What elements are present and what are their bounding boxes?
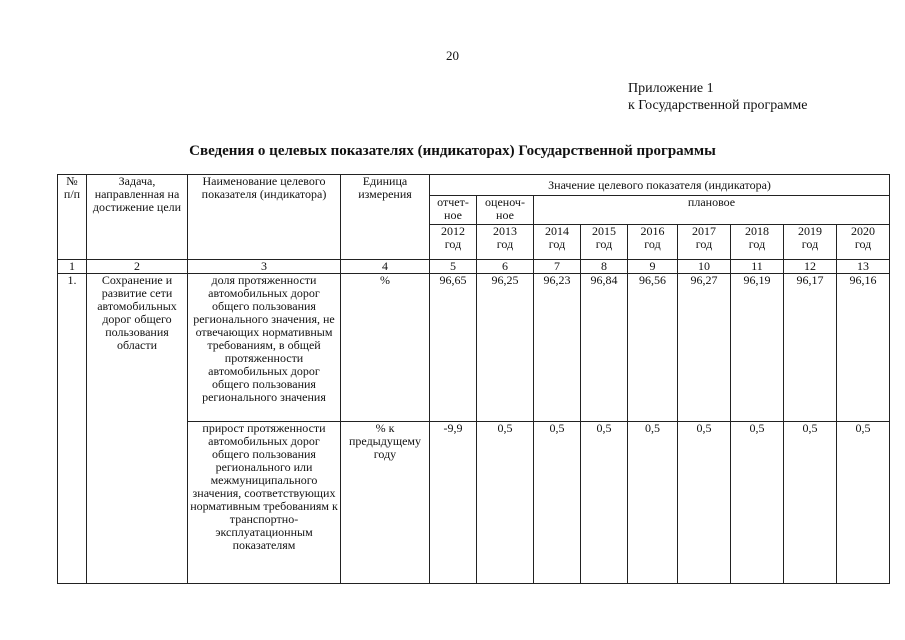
value-cell: 0,5 <box>477 422 534 584</box>
report-year: 2012 <box>441 224 465 238</box>
header-year-2017 <box>678 225 731 260</box>
year-label: 2018 <box>745 224 769 238</box>
value-cell: 0,5 <box>837 422 890 584</box>
value-cell: 96,56 <box>628 274 678 422</box>
appendix-line-1: Приложение 1 <box>628 81 714 96</box>
indicator-name-cell: доля протяженности автомобильных дорог общего пользования регионального значения, не отвечающих нормативным требованиям, в общей протяженности автомобильных дорог общего пользования регионального значения <box>188 274 341 422</box>
year-label: 2017 <box>692 224 716 238</box>
column-number: 8 <box>581 260 628 274</box>
header-task: Задача, направленная на достижение цели <box>87 175 188 260</box>
year-label: 2014 <box>545 224 569 238</box>
value-cell: -9,9 <box>430 422 477 584</box>
god-label: год <box>854 237 872 251</box>
column-number: 13 <box>837 260 890 274</box>
column-number: 10 <box>678 260 731 274</box>
header-indicator-name: Наименование целевого показателя (индикатора) <box>188 175 341 260</box>
value-cell: 96,25 <box>477 274 534 422</box>
appendix-line-2: к Государственной программе <box>628 98 808 113</box>
estimate-year: 2013 <box>493 224 517 238</box>
header-report: отчет-ное <box>430 196 477 225</box>
header-row-1 <box>58 175 890 196</box>
estimate-god: год <box>496 237 514 251</box>
page-number: 20 <box>446 48 459 63</box>
value-cell: 0,5 <box>731 422 784 584</box>
column-number: 3 <box>188 260 341 274</box>
year-label: 2020 <box>851 224 876 238</box>
unit-cell: % <box>341 274 430 422</box>
year-label: 2019 <box>798 224 822 238</box>
document-title: Сведения о целевых показателях (индикаторах) Государственной программы <box>189 143 716 159</box>
header-estimate-year <box>477 225 534 260</box>
god-label: год <box>548 237 566 251</box>
god-label: год <box>595 237 613 251</box>
report-god: год <box>444 237 462 251</box>
header-year-2014 <box>534 225 581 260</box>
header-unit: Единица измерения <box>341 175 430 260</box>
value-cell: 96,19 <box>731 274 784 422</box>
year-label: 2016 <box>640 224 665 238</box>
indicator-name-cell: прирост протяженности автомобильных дорог общего пользования регионального или межмуниципального значения, соответствующих нормативным требованиям к транспортно-эксплуатационным показателям <box>188 422 341 584</box>
value-cell: 0,5 <box>534 422 581 584</box>
column-number: 9 <box>628 260 678 274</box>
header-year-2016 <box>628 225 678 260</box>
column-number-row <box>58 260 890 274</box>
column-number: 5 <box>430 260 477 274</box>
column-number: 11 <box>731 260 784 274</box>
indicators-table <box>57 174 890 584</box>
value-cell: 96,65 <box>430 274 477 422</box>
value-cell: 96,23 <box>534 274 581 422</box>
value-cell: 96,27 <box>678 274 731 422</box>
column-number: 12 <box>784 260 837 274</box>
year-label: 2015 <box>592 224 616 238</box>
value-cell: 0,5 <box>581 422 628 584</box>
god-label: год <box>695 237 713 251</box>
value-cell: 0,5 <box>678 422 731 584</box>
header-year-2015 <box>581 225 628 260</box>
row-number: 1. <box>58 274 87 584</box>
column-number: 7 <box>534 260 581 274</box>
header-year-2019 <box>784 225 837 260</box>
unit-cell: % к предыдущему году <box>341 422 430 584</box>
value-cell: 0,5 <box>628 422 678 584</box>
column-number: 4 <box>341 260 430 274</box>
header-year-2020 <box>837 225 890 260</box>
header-estimate: оценоч-ное <box>477 196 534 225</box>
header-value: Значение целевого показателя (индикатора) <box>430 175 890 196</box>
header-report-year <box>430 225 477 260</box>
task-cell: Сохранение и развитие сети автомобильных дорог общего пользования области <box>87 274 188 584</box>
god-label: год <box>644 237 661 251</box>
column-number: 1 <box>58 260 87 274</box>
value-cell: 0,5 <box>784 422 837 584</box>
header-planned: плановое <box>534 196 890 225</box>
value-cell: 96,17 <box>784 274 837 422</box>
god-label: год <box>748 237 766 251</box>
appendix-label <box>628 80 807 114</box>
column-number: 6 <box>477 260 534 274</box>
table-row <box>58 274 890 422</box>
column-number: 2 <box>87 260 188 274</box>
header-year-2018 <box>731 225 784 260</box>
header-num: № п/п <box>58 175 87 260</box>
god-label: год <box>801 237 819 251</box>
value-cell: 96,16 <box>837 274 890 422</box>
value-cell: 96,84 <box>581 274 628 422</box>
